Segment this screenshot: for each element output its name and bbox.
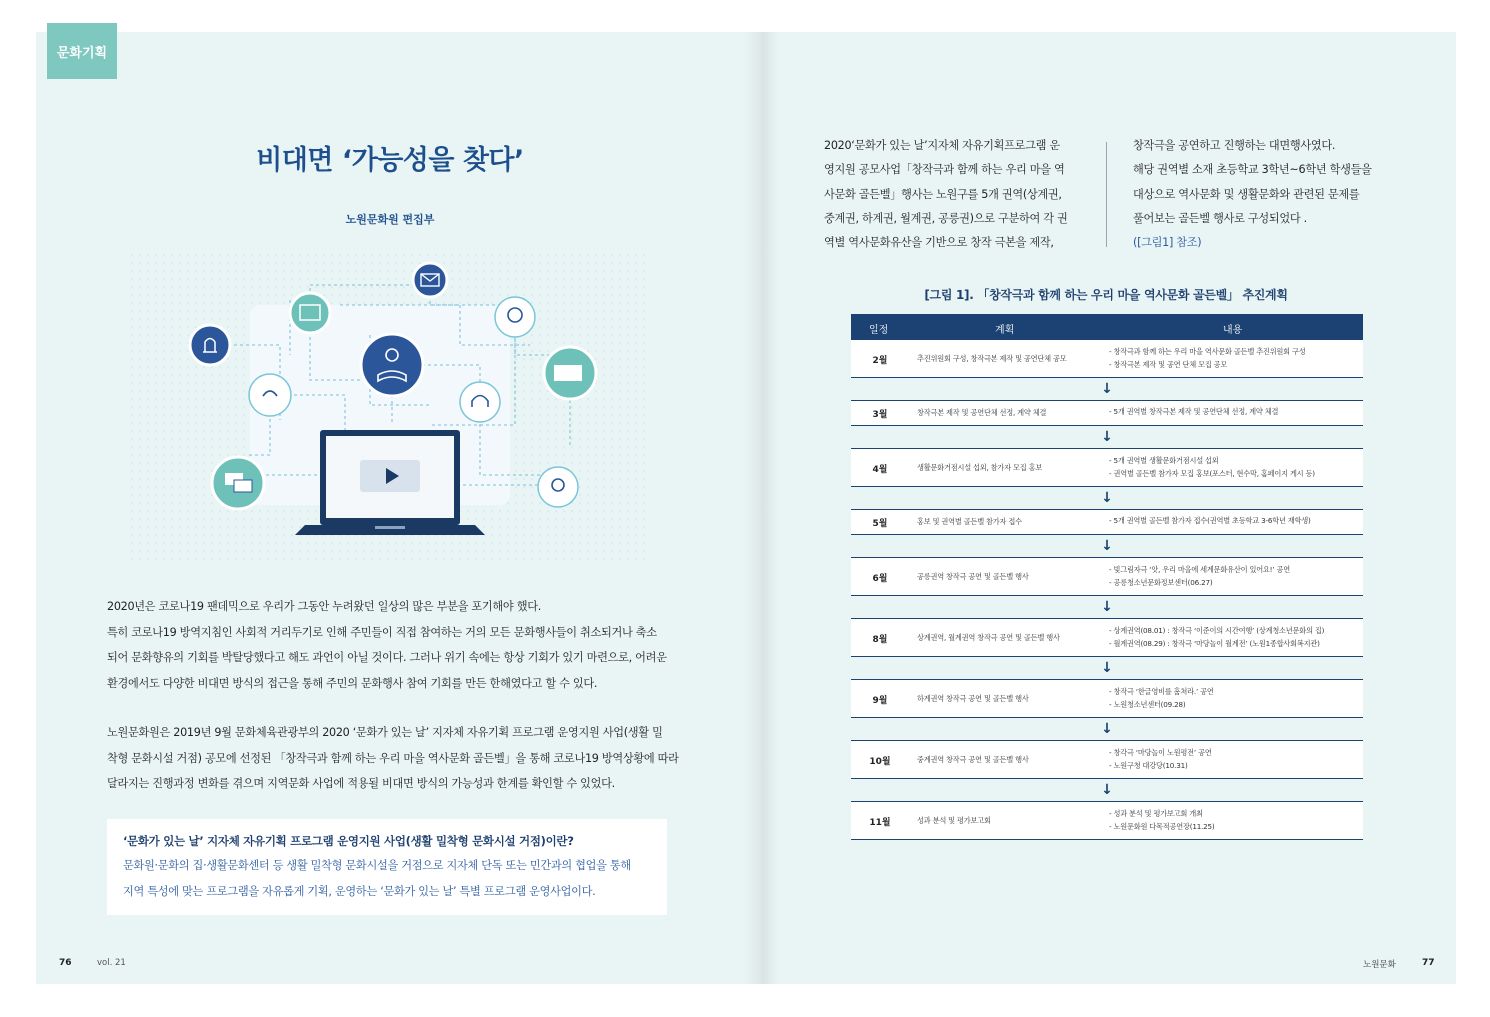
arrow-icon: ↓: [1101, 599, 1113, 615]
right-column-2: 창작극을 공연하고 진행하는 대면행사였다. 해당 권역별 소재 초등학교 3학년~6학년 학생들을 대상으로 역사문화 및 생활문화와 관련된 문제를 풀어보는 골든벨 행사로 구성되었다 . ([그림1] 참조): [1133, 134, 1372, 255]
page-number-left: 76: [59, 958, 72, 968]
table-row: [851, 679, 1363, 718]
arrow-icon: ↓: [1101, 381, 1113, 397]
article-byline: 노원문화원 편집부: [345, 213, 435, 226]
column-divider: [1106, 142, 1107, 247]
row-plan: 홍보 및 권역별 골든벨 참가자 접수: [917, 517, 1022, 526]
arrow-icon: ↓: [1101, 490, 1113, 506]
project-paragraph: 노원문화원은 2019년 9월 문화체육관광부의 2020 ‘문화가 있는 날’ 지자체 자유기획 프로그램 운영지원 사업(생활 밀 착형 문화시설 거점) 공모에 선정된 「창작극과 함께 하는 우리 마을 역사문화 골든벨」을 통해 코로나19 방역상황에 따라 달라지는 진행과정 변화를 겪으며 지역문화 사업에 적용될 비대면 방식의 가능성과 한계를 확인할 수 있었다.: [107, 726, 679, 790]
schedule-table: [851, 314, 1363, 840]
row-content: - 빛그림자극 ‘앗, 우리 마을에 세계문화유산이 있어요!’ 공연 - 공릉청소년문화정보센터(06.27): [1109, 565, 1291, 587]
intro-paragraph: 2020년은 코로나19 팬데믹으로 우리가 그동안 누려왔던 일상의 많은 부분을 포기해야 했다. 특히 코로나19 방역지침인 사회적 거리두기로 인해 주민들이 직접 참여하는 거의 모든 문화행사들이 취소되거나 축소 되어 문화향유의 기회를 박탈당했다고 해도 과언이 아닐 것이다. 그러나 위기 속에는 항상 기회가 있기 마련으로, 어려운 환경에서도 다양한 비대면 방식의 접근을 통해 주민의 문화행사 참여 기회를 만든 한해였다고 할 수 있다.: [107, 600, 667, 690]
row-plan: 성과 분석 및 평가보고회: [917, 816, 991, 825]
row-plan: 중계권역 창작극 공연 및 골든벨 행사: [917, 755, 1029, 764]
header-plan: 계획: [995, 325, 1015, 336]
header-schedule: 일정: [869, 325, 889, 336]
row-plan: 추진위원회 구성, 창작극본 제작 및 공연단체 공모: [917, 354, 1067, 363]
row-plan: 생활문화거점시설 섭외, 참가자 모집 홍보: [917, 463, 1043, 472]
row-plan: 공릉권역 창작극 공연 및 골든벨 행사: [917, 572, 1029, 581]
definition-answer: 문화원·문화의 집·생활문화센터 등 생활 밀착형 문화시설을 거점으로 지자체 단독 또는 민간과의 협업을 통해 지역 특성에 맞는 프로그램을 자유롭게 기획, 운영하는 ‘문화가 있는 날’ 특별 프로그램 운영사업이다.: [123, 859, 631, 898]
arrow-icon: ↓: [1101, 782, 1113, 798]
online-culture-illustration: [130, 245, 650, 565]
page-gutter: [744, 32, 778, 984]
table-row: [851, 740, 1363, 779]
row-month: 9월: [872, 696, 888, 706]
row-content: - 5개 권역별 골든벨 참가자 접수(권역별 초등학교 3-6학년 재학생): [1109, 516, 1311, 525]
row-month: 10월: [869, 757, 891, 767]
table-row: [851, 509, 1363, 535]
row-month: 11월: [869, 818, 891, 828]
table-row: [851, 618, 1363, 657]
table-row: [851, 400, 1363, 426]
row-content: - 창각극 ‘마당놀이 노원평전’ 공연 - 노원구청 대강당(10.31): [1109, 748, 1212, 770]
figure-title: [그림 1]. 「창작극과 함께 하는 우리 마을 역사문화 골든벨」 추진계획: [924, 288, 1288, 302]
article-title: 비대면 ‘가능성을 찾다’: [256, 145, 524, 176]
row-plan: 창작극본 제작 및 공연단체 선정, 계약 체결: [917, 408, 1047, 417]
row-month: 2월: [872, 356, 888, 366]
row-plan: 상계권역, 월계권역 창작극 공연 및 골든벨 행사: [917, 633, 1060, 642]
section-tag: 문화기획: [47, 23, 117, 79]
right-column-1: 2020‘문화가 있는 날’지자체 자유기획프로그램 운 영지원 공모사업「창작극과 함께 하는 우리 마을 역 사문화 골든벨」행사는 노원구를 5개 권역(상계권, 중계권, 하계권, 월계권, 공릉권)으로 구분하여 각 권 역별 역사문화유산을 기반으로 창작 극본을 제작,: [824, 139, 1068, 250]
row-content: - 5개 권역별 창작극본 제작 및 공연단체 선정, 계약 체결: [1109, 407, 1279, 416]
volume-label: vol. 21: [97, 958, 126, 968]
arrow-icon: ↓: [1101, 660, 1113, 676]
page-number-right: 77: [1422, 958, 1435, 968]
figure-reference: ([그림1] 참조): [1133, 236, 1202, 250]
publication-label: 노원문화: [1363, 960, 1396, 970]
arrow-icon: ↓: [1101, 721, 1113, 737]
table-row: [851, 448, 1363, 487]
table-row: [851, 801, 1363, 840]
arrow-icon: ↓: [1101, 429, 1113, 445]
table-header: [851, 314, 1363, 340]
row-month: 8월: [872, 635, 888, 645]
row-month: 5월: [872, 519, 888, 529]
row-content: - 창작극 ‘한글영비를 훔쳐라.’ 공연 - 노원청소년센터(09.28): [1109, 687, 1214, 709]
row-plan: 하계권역 창작극 공연 및 골든벨 행사: [917, 694, 1029, 703]
row-content: - 성과 분석 및 평가보고회 개최 - 노원문화원 다목적공연장(11.25): [1109, 809, 1215, 831]
row-month: 4월: [872, 465, 888, 475]
definition-box: [107, 819, 667, 915]
row-month: 3월: [872, 410, 888, 420]
row-content: - 창작극과 함께 하는 우리 마을 역사문화 골든벨 추진위원회 구성 - 창작극본 제작 및 공연 단체 모집 공모: [1109, 347, 1306, 369]
row-month: 6월: [872, 574, 888, 584]
arrow-icon: ↓: [1101, 538, 1113, 554]
definition-question: ‘문화가 있는 날’ 지자체 자유기획 프로그램 운영지원 사업(생활 밀착형 문화시설 거점)이란?: [123, 834, 574, 848]
header-content: 내용: [1223, 325, 1243, 336]
table-row: [851, 340, 1363, 378]
row-content: - 5개 권역별 생활문화거점시설 섭외 - 권역별 골든벨 참가자 모집 홍보(포스터, 현수막, 홈페이지 게시 등): [1109, 456, 1315, 478]
table-row: [851, 557, 1363, 596]
row-content: - 상계권역(08.01) : 창작극 ‘이준이의 시간여행’ (상계청소년문화의 집) - 월계권역(08.29) : 창작극 ‘마당놀이 월계전’ (노원1종합사회복지관): [1109, 626, 1325, 648]
